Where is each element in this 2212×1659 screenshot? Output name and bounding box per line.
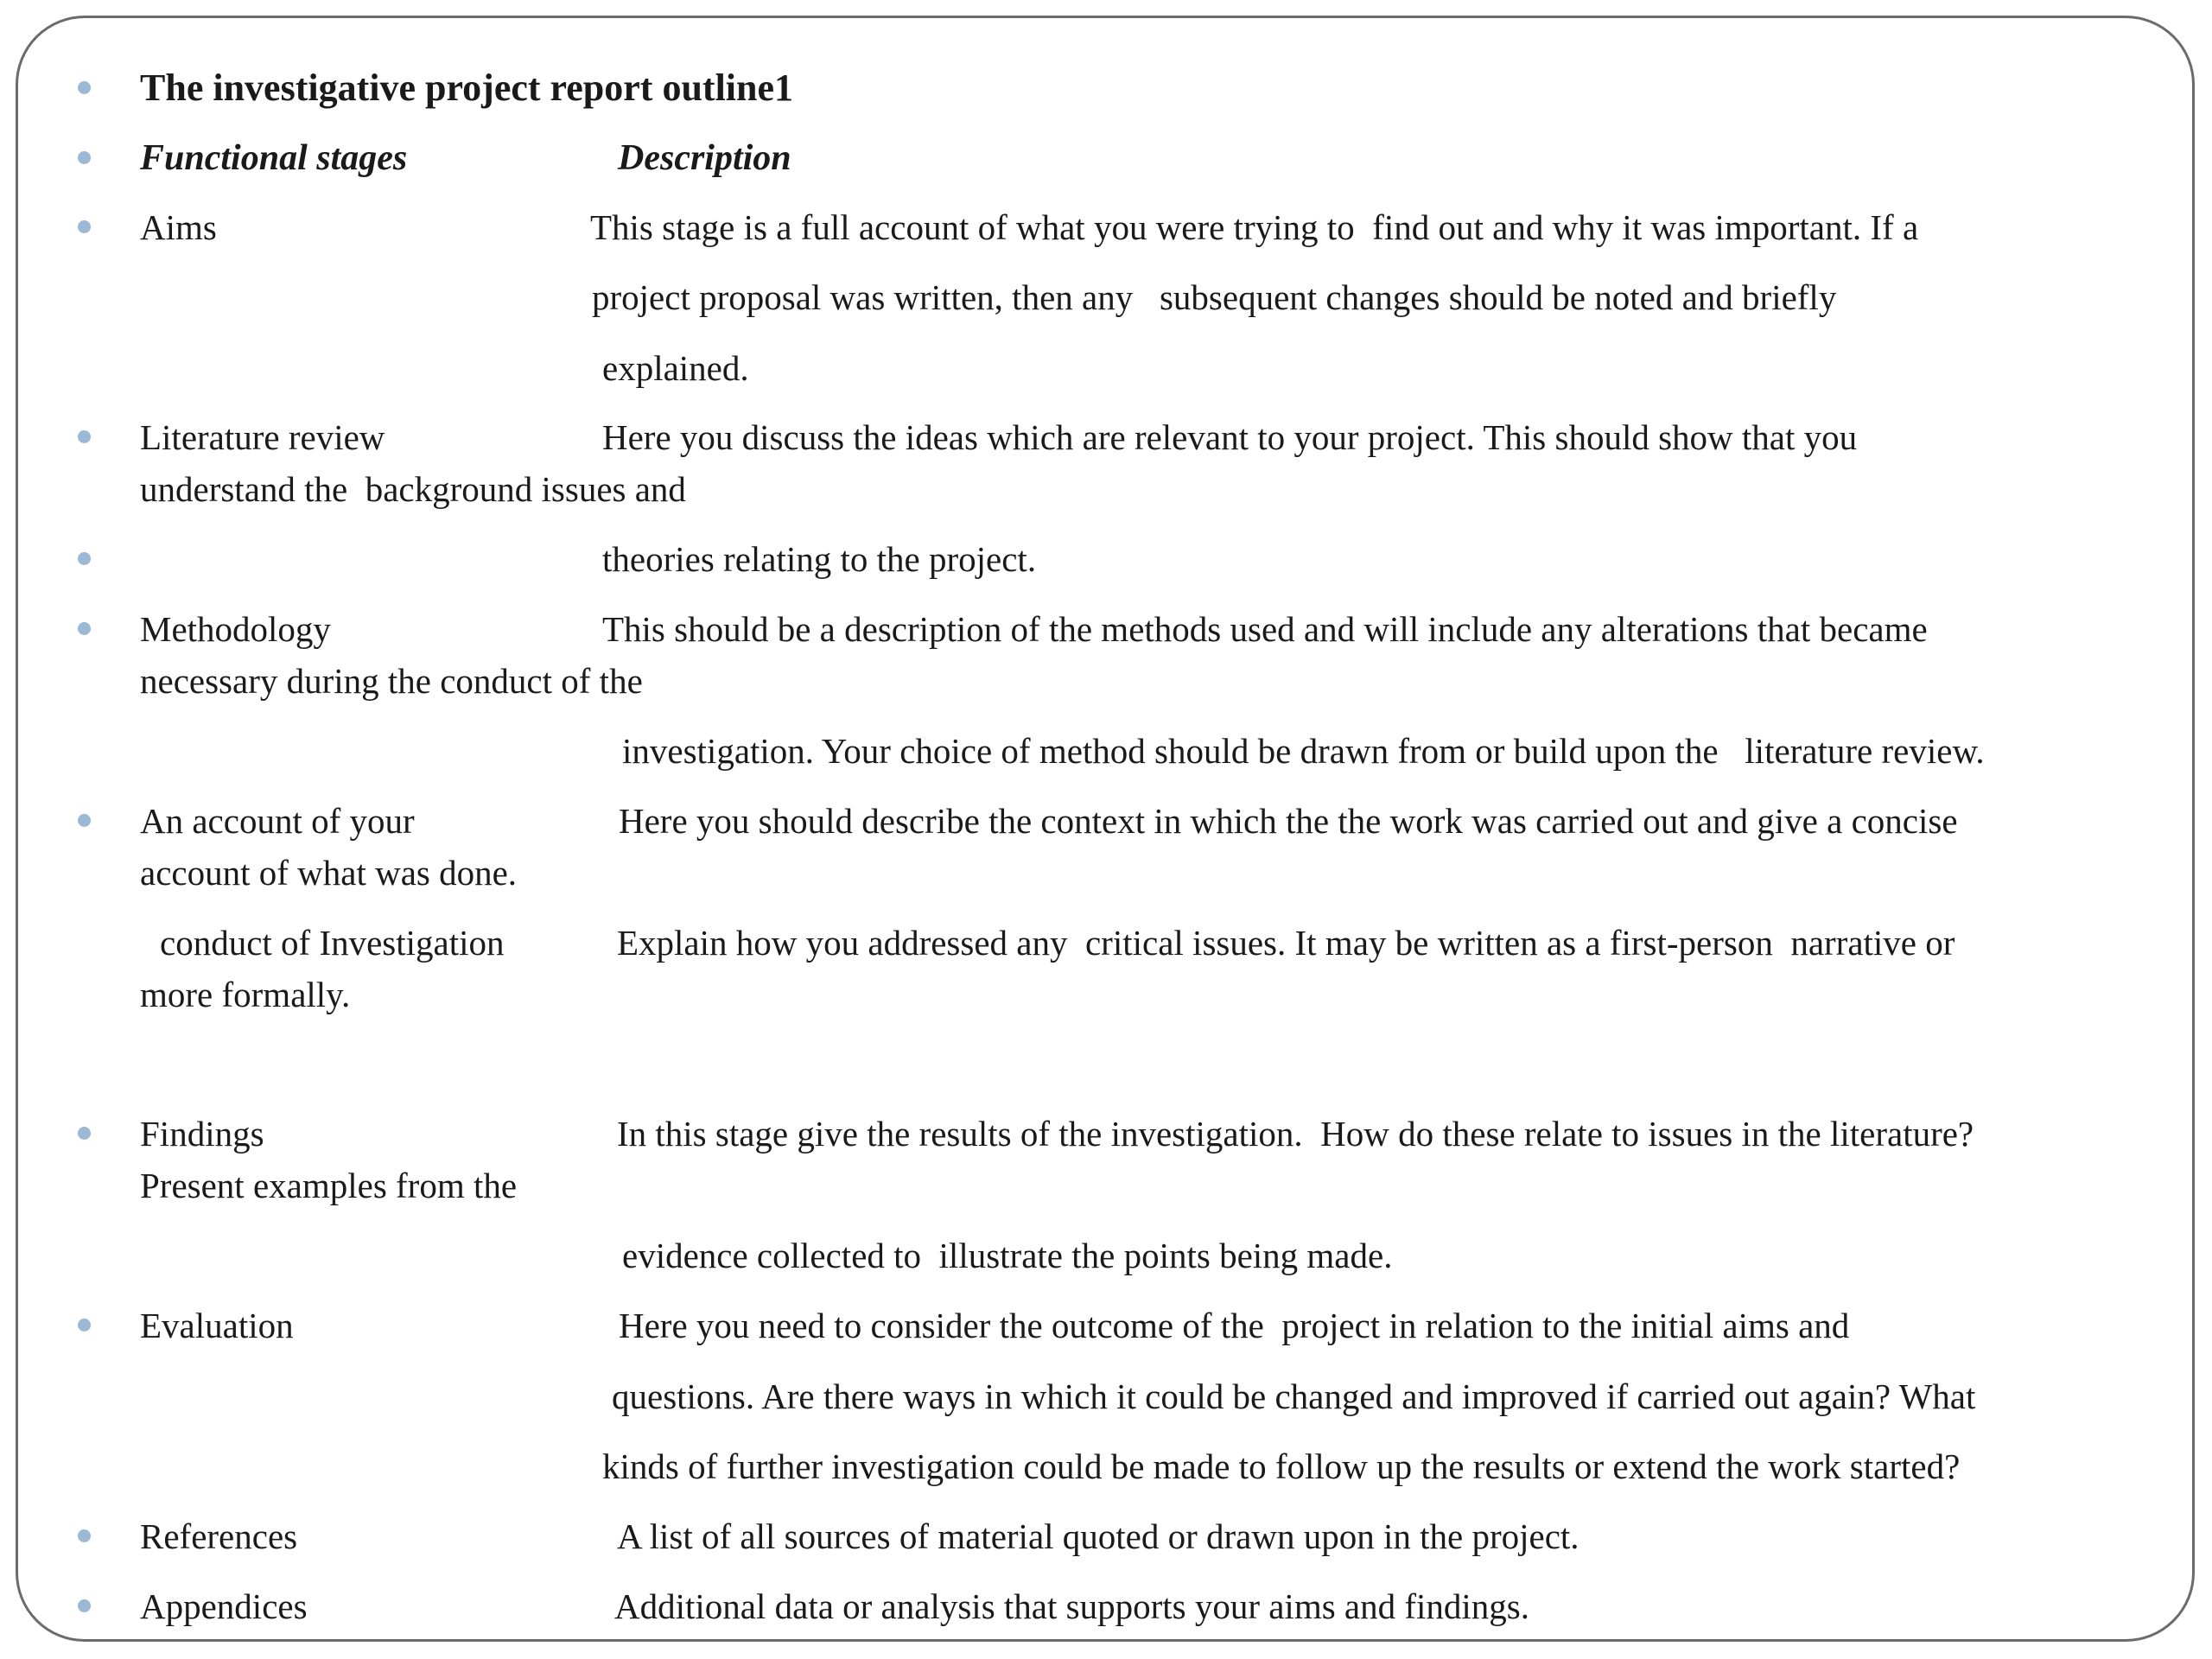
description-text: In this stage give the results of the investigation. How do these relate to issues in the literature? bbox=[617, 1114, 1974, 1154]
bullet bbox=[78, 220, 91, 233]
stage-label-findings: Findings bbox=[140, 1114, 264, 1154]
bullet bbox=[78, 1319, 91, 1332]
description-text: This should be a description of the methods used and will include any alterations that became bbox=[602, 609, 1928, 649]
bullet bbox=[78, 1599, 91, 1612]
description-text: kinds of further investigation could be made to follow up the results or extend the work started? bbox=[602, 1446, 1961, 1486]
description-text: investigation. Your choice of method should be drawn from or build upon the literature review. bbox=[622, 731, 1985, 771]
description-text: questions. Are there ways in which it could be changed and improved if carried out again? What bbox=[612, 1376, 1976, 1416]
description-text: Additional data or analysis that supports your aims and findings. bbox=[614, 1586, 1530, 1626]
bullet bbox=[78, 1127, 91, 1140]
stage-label-references: References bbox=[140, 1516, 298, 1556]
bullet bbox=[78, 622, 91, 635]
description-text: Here you should describe the context in which the the work was carried out and give a concise bbox=[619, 801, 1958, 841]
stage-label-methodology: Methodology bbox=[140, 609, 331, 649]
description-text: more formally. bbox=[140, 975, 351, 1014]
description-text: This stage is a full account of what you were trying to find out and why it was important. If a bbox=[590, 207, 1919, 247]
bullet bbox=[78, 552, 91, 565]
description-text: account of what was done. bbox=[140, 853, 518, 893]
description-text: explained. bbox=[602, 348, 749, 388]
bullet bbox=[78, 151, 91, 164]
stage-label-appendices: Appendices bbox=[140, 1586, 308, 1626]
bullet bbox=[78, 814, 91, 827]
bullet bbox=[78, 81, 91, 94]
description-text: Here you discuss the ideas which are relevant to your project. This should show that you bbox=[602, 417, 1858, 457]
description-text: A list of all sources of material quoted or drawn upon in the project. bbox=[617, 1516, 1580, 1556]
description-text: project proposal was written, then any subsequent changes should be noted and briefly bbox=[592, 277, 1837, 317]
description-text: evidence collected to illustrate the points being made. bbox=[622, 1236, 1393, 1275]
stage-label-account: An account of your bbox=[140, 801, 415, 841]
bullet bbox=[78, 430, 91, 443]
stage-label-evaluation: Evaluation bbox=[140, 1306, 294, 1345]
column-header-stages: Functional stages bbox=[140, 138, 408, 178]
description-text: theories relating to the project. bbox=[602, 539, 1037, 579]
column-header-description: Description bbox=[618, 138, 791, 178]
description-text: necessary during the conduct of the bbox=[140, 661, 643, 701]
stage-label-literature-review: Literature review bbox=[140, 417, 385, 457]
description-text: understand the background issues and bbox=[140, 469, 686, 509]
description-text: Explain how you addressed any critical issues. It may be written as a first-person narrative or bbox=[617, 923, 1955, 963]
description-text: Present examples from the bbox=[140, 1166, 518, 1205]
stage-label-conduct: conduct of Investigation bbox=[160, 923, 505, 963]
bullet bbox=[78, 1529, 91, 1542]
slide-title: The investigative project report outline1 bbox=[140, 67, 794, 109]
stage-label-aims: Aims bbox=[140, 207, 217, 247]
description-text: Here you need to consider the outcome of the project in relation to the initial aims and bbox=[619, 1306, 1850, 1345]
